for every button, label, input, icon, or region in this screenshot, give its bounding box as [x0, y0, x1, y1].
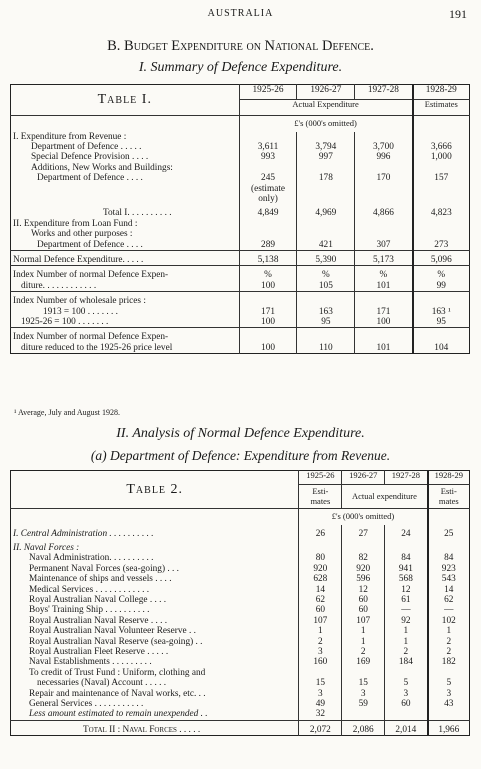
- table-row: [11, 595, 470, 605]
- row-label: Naval Establishments . . . . . . . . .: [29, 657, 152, 668]
- table-1: [10, 84, 470, 354]
- cell-value: [297, 292, 355, 307]
- cell-value: 101: [355, 281, 413, 292]
- cell-value: [385, 539, 428, 553]
- row-label: Naval Administration. . . . . . . . . .: [29, 553, 154, 564]
- table-2-estimates-header: Esti- mates: [428, 485, 470, 509]
- cell-value: 163: [297, 307, 355, 317]
- cell-value: 178: [297, 173, 355, 183]
- cell-value: [355, 219, 413, 229]
- row-label: Department of Defence . . . .: [37, 239, 143, 250]
- cell-value: [413, 184, 470, 194]
- cell-value: [297, 219, 355, 229]
- cell-value: [385, 668, 428, 678]
- table-row: [11, 250, 470, 265]
- table-1-units: £'s (000's omitted): [239, 116, 412, 132]
- cell-value: 62: [428, 595, 470, 605]
- cell-value: [413, 163, 470, 173]
- section-2-title: [0, 426, 481, 442]
- cell-value: 5,138: [239, 250, 297, 265]
- cell-value: 4,969: [297, 204, 355, 218]
- cell-value: [413, 132, 470, 142]
- cell-value: 1,000: [413, 152, 470, 162]
- cell-value: 3,794: [297, 142, 355, 152]
- cell-value: 307: [355, 240, 413, 251]
- cell-value: [239, 219, 297, 229]
- table-2-year-header: 1928-29: [428, 471, 470, 485]
- cell-value: (estimate: [239, 184, 297, 194]
- cell-value: 157: [413, 173, 470, 183]
- table-row: [11, 317, 470, 328]
- cell-value: 14: [428, 585, 470, 595]
- cell-value: 12: [385, 585, 428, 595]
- cell-value: [239, 292, 297, 307]
- row-label: diture reduced to the 1925-26 price level: [21, 342, 173, 353]
- cell-value: 628: [299, 574, 342, 584]
- cell-value: [297, 163, 355, 173]
- table-row: [11, 204, 470, 218]
- cell-value: 27: [342, 525, 385, 539]
- cell-value: [342, 709, 385, 720]
- cell-value: %: [355, 266, 413, 281]
- row-label: I. Central Administration . . . . . . . . . .: [13, 528, 154, 539]
- table-row: [11, 699, 470, 709]
- cell-value: [413, 219, 470, 229]
- cell-value: 2: [342, 647, 385, 657]
- cell-value: 80: [299, 553, 342, 563]
- table-2-actual-header: Actual expenditure: [342, 485, 428, 509]
- row-label: Royal Australian Naval Reserve (sea-going) . .: [29, 636, 203, 647]
- table-row: [11, 574, 470, 584]
- section-b-title: B. Budget Expenditure on National Defence.: [107, 38, 374, 54]
- row-label: Special Defence Provision . . . .: [31, 152, 149, 163]
- cell-value: [297, 194, 355, 204]
- table-2-year-header: 1925-26: [299, 471, 342, 485]
- table-row: [11, 616, 470, 626]
- cell-value: [413, 229, 470, 239]
- cell-value: 100: [355, 317, 413, 328]
- row-label: 1925-26 = 100 . . . . . . .: [21, 317, 109, 327]
- cell-value: 43: [428, 699, 470, 709]
- cell-value: 160: [299, 657, 342, 667]
- cell-value: 61: [385, 595, 428, 605]
- cell-value: [355, 328, 413, 343]
- cell-value: [428, 709, 470, 720]
- row-label: Department of Defence . . . . .: [31, 141, 142, 152]
- cell-value: 100: [239, 343, 297, 354]
- table-1-estimates-header: Estimates: [413, 100, 470, 116]
- cell-value: 5,173: [355, 250, 413, 265]
- table-1-year-header: 1925-26: [239, 85, 297, 100]
- row-label: Index Number of wholesale prices :: [13, 296, 146, 307]
- footnote: ¹ Average, July and August 1928.: [14, 408, 121, 417]
- cell-value: 84: [385, 553, 428, 563]
- cell-value: —: [385, 605, 428, 615]
- cell-value: [428, 668, 470, 678]
- cell-value: [299, 539, 342, 553]
- cell-value: 12: [342, 585, 385, 595]
- row-label: Medical Services . . . . . . . . . . . .: [29, 584, 150, 595]
- cell-value: 3,666: [413, 142, 470, 152]
- table-1-year-header: 1928-29: [413, 85, 470, 100]
- running-header: [0, 8, 481, 24]
- page-number: 191: [449, 7, 467, 21]
- row-label: Department of Defence . . . .: [37, 173, 143, 184]
- cell-value: 59: [342, 699, 385, 709]
- table-2-year-header: 1927-28: [385, 471, 428, 485]
- cell-value: 95: [413, 317, 470, 328]
- section-2-title-text: II. Analysis of Normal Defence Expenditure.: [116, 426, 365, 441]
- row-label: General Services . . . . . . . . . . .: [29, 699, 144, 709]
- cell-value: 171: [239, 307, 297, 317]
- section-2a-title-text: (a) Department of Defence: Expenditure from Revenue.: [90, 448, 391, 463]
- cell-value: 273: [413, 240, 470, 251]
- cell-value: [239, 229, 297, 239]
- cell-value: 5,096: [413, 250, 470, 265]
- table-row: [11, 605, 470, 615]
- running-header-country: AUSTRALIA: [207, 8, 274, 19]
- cell-value: 2,014: [385, 720, 428, 735]
- cell-value: [297, 328, 355, 343]
- table-row: [11, 689, 470, 699]
- cell-value: 2: [428, 637, 470, 647]
- table-row: [11, 637, 470, 647]
- cell-value: 941: [385, 564, 428, 574]
- cell-value: 84: [428, 553, 470, 563]
- table-row: [11, 343, 470, 354]
- cell-value: 923: [428, 564, 470, 574]
- cell-value: 4,823: [413, 204, 470, 218]
- table-row: [11, 240, 470, 251]
- table-2-title: Table 2.: [11, 471, 299, 509]
- cell-value: 5: [385, 678, 428, 688]
- cell-value: 101: [355, 343, 413, 354]
- cell-value: 245: [239, 173, 297, 183]
- cell-value: 169: [342, 657, 385, 667]
- cell-value: [413, 194, 470, 204]
- cell-value: 60: [342, 605, 385, 615]
- cell-value: [355, 184, 413, 194]
- cell-value: [413, 292, 470, 307]
- cell-value: 997: [297, 152, 355, 162]
- row-label: Works and other purposes :: [31, 229, 133, 240]
- cell-value: 26: [299, 525, 342, 539]
- cell-value: 2,086: [342, 720, 385, 735]
- cell-value: 1: [385, 626, 428, 636]
- cell-value: 60: [385, 699, 428, 709]
- cell-value: [297, 229, 355, 239]
- row-label: Index Number of normal Defence Expen-: [13, 332, 169, 343]
- cell-value: 184: [385, 657, 428, 667]
- cell-value: 92: [385, 616, 428, 626]
- cell-value: 3: [342, 689, 385, 699]
- cell-value: 60: [342, 595, 385, 605]
- cell-value: [239, 163, 297, 173]
- cell-value: 163 ¹: [413, 307, 470, 317]
- cell-value: 95: [297, 317, 355, 328]
- row-label: II. Naval Forces :: [13, 542, 80, 553]
- row-label: Royal Australian Naval College . . . .: [29, 594, 167, 605]
- cell-value: [355, 229, 413, 239]
- row-label: Less amount estimated to remain unexpended . .: [29, 709, 208, 720]
- cell-value: [297, 132, 355, 142]
- cell-value: 2: [385, 647, 428, 657]
- row-label: Total II : Naval Forces . . . . .: [83, 724, 201, 735]
- table-row: [11, 585, 470, 595]
- table-row: [11, 525, 470, 539]
- table-row: [11, 152, 470, 162]
- table-1-year-header: 1926-27: [297, 85, 355, 100]
- row-label: Normal Defence Expenditure. . . . .: [13, 254, 144, 265]
- row-label: Royal Australian Naval Volunteer Reserve . .: [29, 626, 196, 637]
- row-label: I. Expenditure from Revenue :: [13, 131, 127, 142]
- cell-value: %: [239, 266, 297, 281]
- table-row: [11, 709, 470, 720]
- cell-value: 99: [413, 281, 470, 292]
- cell-value: 1,966: [428, 720, 470, 735]
- row-label: Repair and maintenance of Naval works, etc. . .: [29, 688, 206, 699]
- table-row: [11, 173, 470, 183]
- table-row: [11, 328, 470, 343]
- cell-value: [297, 184, 355, 194]
- table-row: [11, 194, 470, 204]
- cell-value: 3: [299, 647, 342, 657]
- cell-value: [428, 539, 470, 553]
- table-row: [11, 553, 470, 563]
- cell-value: [355, 194, 413, 204]
- cell-value: 1: [342, 626, 385, 636]
- cell-value: %: [297, 266, 355, 281]
- row-label: Boys' Training Ship . . . . . . . . . .: [29, 605, 150, 616]
- cell-value: 596: [342, 574, 385, 584]
- cell-value: 2,072: [299, 720, 342, 735]
- cell-value: [342, 539, 385, 553]
- cell-value: 5,390: [297, 250, 355, 265]
- cell-value: 568: [385, 574, 428, 584]
- cell-value: 15: [299, 678, 342, 688]
- cell-value: 170: [355, 173, 413, 183]
- row-label: Royal Australian Fleet Reserve . . . . .: [29, 646, 169, 657]
- row-label: necessaries (Naval) Account . . . . .: [37, 678, 167, 689]
- cell-value: 82: [342, 553, 385, 563]
- cell-value: 920: [299, 564, 342, 574]
- table-row: [11, 657, 470, 667]
- cell-value: 104: [413, 343, 470, 354]
- cell-value: 4,866: [355, 204, 413, 218]
- cell-value: [239, 132, 297, 142]
- cell-value: 2: [299, 637, 342, 647]
- section-1-title: [0, 60, 481, 76]
- cell-value: [385, 709, 428, 720]
- table-row: [11, 142, 470, 152]
- cell-value: 996: [355, 152, 413, 162]
- row-label: [11, 184, 240, 194]
- table-row: [11, 307, 470, 317]
- cell-value: 289: [239, 240, 297, 251]
- table-row: [11, 163, 470, 173]
- cell-value: 107: [342, 616, 385, 626]
- cell-value: [355, 132, 413, 142]
- cell-value: 171: [355, 307, 413, 317]
- cell-value: 110: [297, 343, 355, 354]
- cell-value: 49: [299, 699, 342, 709]
- cell-value: 421: [297, 240, 355, 251]
- table-2-units: £'s (000's omitted): [299, 509, 428, 525]
- table-row: [11, 564, 470, 574]
- section-1-title-text: I. Summary of Defence Expenditure.: [138, 60, 343, 75]
- cell-value: 4,849: [239, 204, 297, 218]
- row-label: Royal Australian Naval Reserve . . . .: [29, 615, 168, 626]
- table-row: [11, 539, 470, 553]
- cell-value: [239, 328, 297, 343]
- cell-value: 3,700: [355, 142, 413, 152]
- cell-value: only): [239, 194, 297, 204]
- cell-value: 1: [385, 637, 428, 647]
- table-row: [11, 266, 470, 281]
- row-label: Additions, New Works and Buildings:: [31, 162, 173, 173]
- row-label: diture. . . . . . . . . . . .: [21, 280, 97, 291]
- cell-value: 3: [428, 689, 470, 699]
- cell-value: 2: [428, 647, 470, 657]
- table-1-actual-header: Actual Expenditure: [239, 100, 412, 116]
- table-row: [11, 229, 470, 239]
- table-row: [11, 720, 470, 735]
- table-1-title: Table I.: [11, 85, 240, 116]
- cell-value: 1: [428, 626, 470, 636]
- row-label: [11, 194, 240, 204]
- cell-value: 100: [239, 281, 297, 292]
- cell-value: 3: [299, 689, 342, 699]
- cell-value: [299, 668, 342, 678]
- cell-value: 3,611: [239, 142, 297, 152]
- row-label: II. Expenditure from Loan Fund :: [13, 218, 138, 229]
- table-row: [11, 292, 470, 307]
- row-label: Permanent Naval Forces (sea-going) . . .: [29, 563, 179, 574]
- cell-value: 62: [299, 595, 342, 605]
- table-row: [11, 281, 470, 292]
- cell-value: [413, 328, 470, 343]
- cell-value: 32: [299, 709, 342, 720]
- cell-value: 14: [299, 585, 342, 595]
- cell-value: 105: [297, 281, 355, 292]
- table-row: [11, 668, 470, 678]
- cell-value: 25: [428, 525, 470, 539]
- section-2a-title: [0, 448, 481, 464]
- row-label: To credit of Trust Fund : Uniform, clothing and: [29, 667, 206, 678]
- cell-value: [355, 292, 413, 307]
- cell-value: 1: [342, 637, 385, 647]
- table-row: [11, 678, 470, 688]
- cell-value: 107: [299, 616, 342, 626]
- table-row: [11, 132, 470, 142]
- table-2: [10, 470, 470, 736]
- cell-value: 543: [428, 574, 470, 584]
- cell-value: 920: [342, 564, 385, 574]
- cell-value: 15: [342, 678, 385, 688]
- cell-value: %: [413, 266, 470, 281]
- cell-value: [355, 163, 413, 173]
- cell-value: 24: [385, 525, 428, 539]
- table-row: [11, 626, 470, 636]
- cell-value: 993: [239, 152, 297, 162]
- cell-value: 5: [428, 678, 470, 688]
- cell-value: 102: [428, 616, 470, 626]
- table-row: [11, 219, 470, 229]
- row-label: Total I. . . . . . . . . .: [103, 208, 172, 219]
- row-label: Index Number of normal Defence Expen-: [13, 270, 169, 281]
- table-2-year-header: 1926-27: [342, 471, 385, 485]
- table-2-estimates-header: Esti- mates: [299, 485, 342, 509]
- cell-value: —: [428, 605, 470, 615]
- cell-value: [342, 668, 385, 678]
- cell-value: 3: [385, 689, 428, 699]
- cell-value: 1: [299, 626, 342, 636]
- cell-value: 100: [239, 317, 297, 328]
- row-label: 1913 = 100 . . . . . . .: [43, 306, 118, 317]
- cell-value: 60: [299, 605, 342, 615]
- row-label: Maintenance of ships and vessels . . . .: [29, 574, 172, 585]
- table-1-year-header: 1927-28: [355, 85, 413, 100]
- table-row: [11, 647, 470, 657]
- table-row: [11, 184, 470, 194]
- cell-value: 182: [428, 657, 470, 667]
